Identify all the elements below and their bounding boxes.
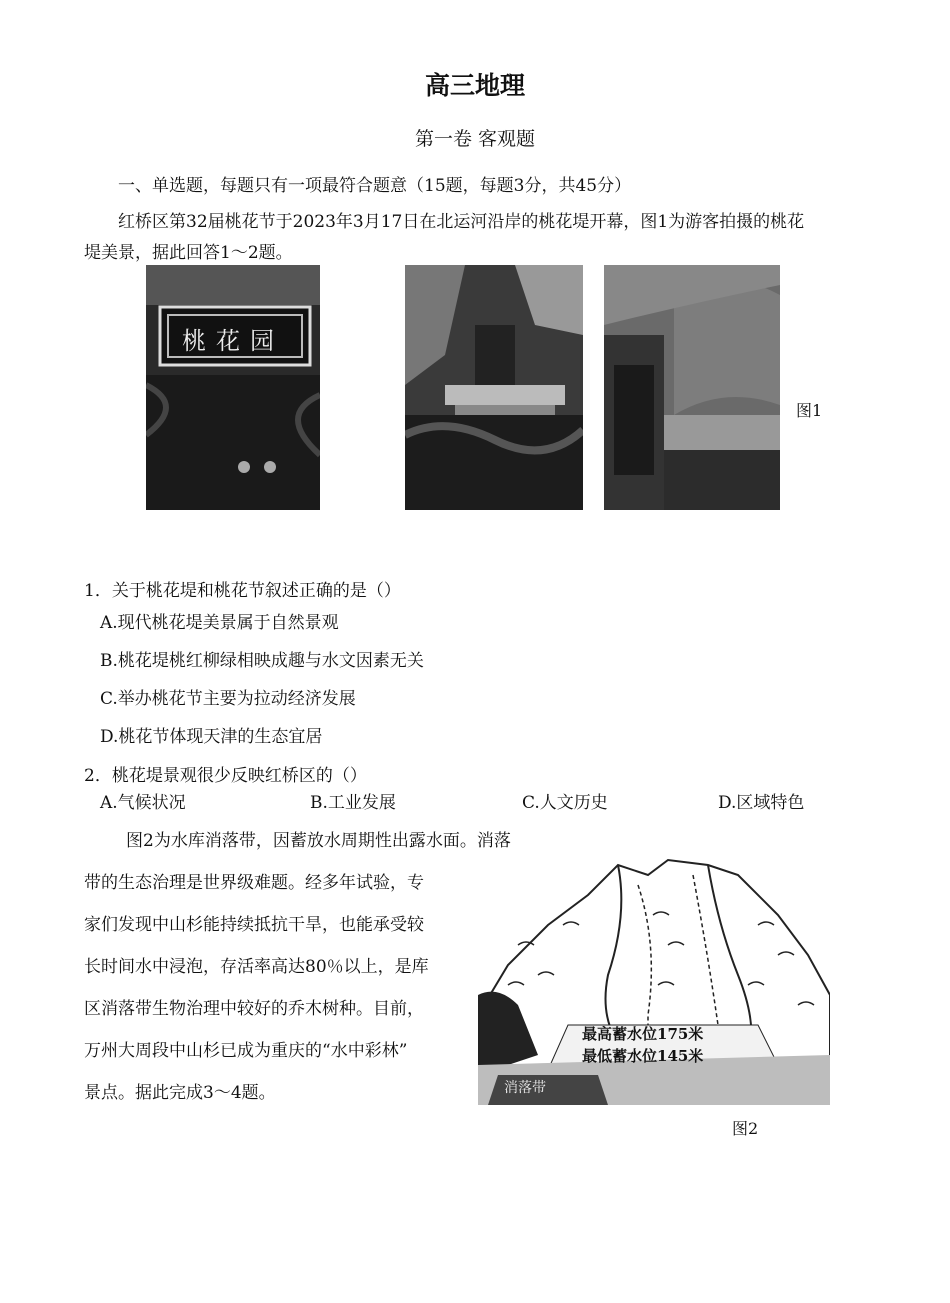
q2-option-d: D.区域特色: [718, 793, 805, 813]
passage2-line6: 万州大周段中山杉已成为重庆的“水中彩林”: [84, 1041, 408, 1061]
q1-option-d: D.桃花节体现天津的生态宜居: [100, 727, 323, 747]
q1-option-a: A.现代桃花堤美景属于自然景观: [100, 613, 339, 633]
q1-option-c: C.举办桃花节主要为拉动经济发展: [100, 689, 356, 709]
passage2-line1: 图2为水库消落带，因蓄放水周期性出露水面。消落: [126, 831, 511, 851]
passage2-line5: 区消落带生物治理中较好的乔木树种。目前，: [84, 999, 424, 1019]
passage1-line2: 堤美景，据此回答1～2题。: [84, 243, 293, 263]
figure1-photo-pavilion: [405, 265, 583, 510]
q1-stem: 1．关于桃花堤和桃花节叙述正确的是（）: [84, 581, 401, 601]
passage2-line2: 带的生态治理是世界级难题。经多年试验，专: [84, 873, 424, 893]
gate-plaque-text: 桃花园: [182, 327, 284, 355]
page-title: 高三地理: [424, 71, 525, 100]
annotation-high-water: 最高蓄水位175米: [582, 1025, 704, 1043]
q2-option-b: B.工业发展: [310, 793, 396, 813]
figure1-photo-gate: [146, 265, 320, 510]
figure1-photo-wall: [604, 265, 780, 510]
passage2-line3: 家们发现中山杉能持续抵抗干旱，也能承受较: [84, 915, 424, 935]
section-heading: 一、单选题，每题只有一项最符合题意（15题，每题3分，共45分）: [118, 176, 632, 196]
annotation-drawdown-zone: 消落带: [504, 1080, 546, 1096]
passage2-line4: 长时间水中浸泡，存活率高达80％以上，是库: [84, 957, 429, 977]
q2-option-a: A.气候状况: [100, 793, 186, 813]
q1-option-b: B.桃花堤桃红柳绿相映成趣与水文因素无关: [100, 651, 424, 671]
q2-stem: 2．桃花堤景观很少反映红桥区的（）: [84, 766, 367, 786]
passage2-line7: 景点。据此完成3～4题。: [84, 1083, 276, 1103]
figure1-label: 图1: [796, 401, 823, 420]
annotation-low-water: 最低蓄水位145米: [582, 1047, 704, 1065]
figure2-reservoir-diagram: [478, 855, 830, 1105]
q2-option-c: C.人文历史: [522, 793, 608, 813]
passage1-line1: 红桥区第32届桃花节于2023年3月17日在北运河沿岸的桃花堤开幕，图1为游客拍摄的桃花: [118, 212, 805, 232]
figure2-label: 图2: [732, 1119, 759, 1138]
section-subtitle: 第一卷 客观题: [414, 128, 536, 150]
